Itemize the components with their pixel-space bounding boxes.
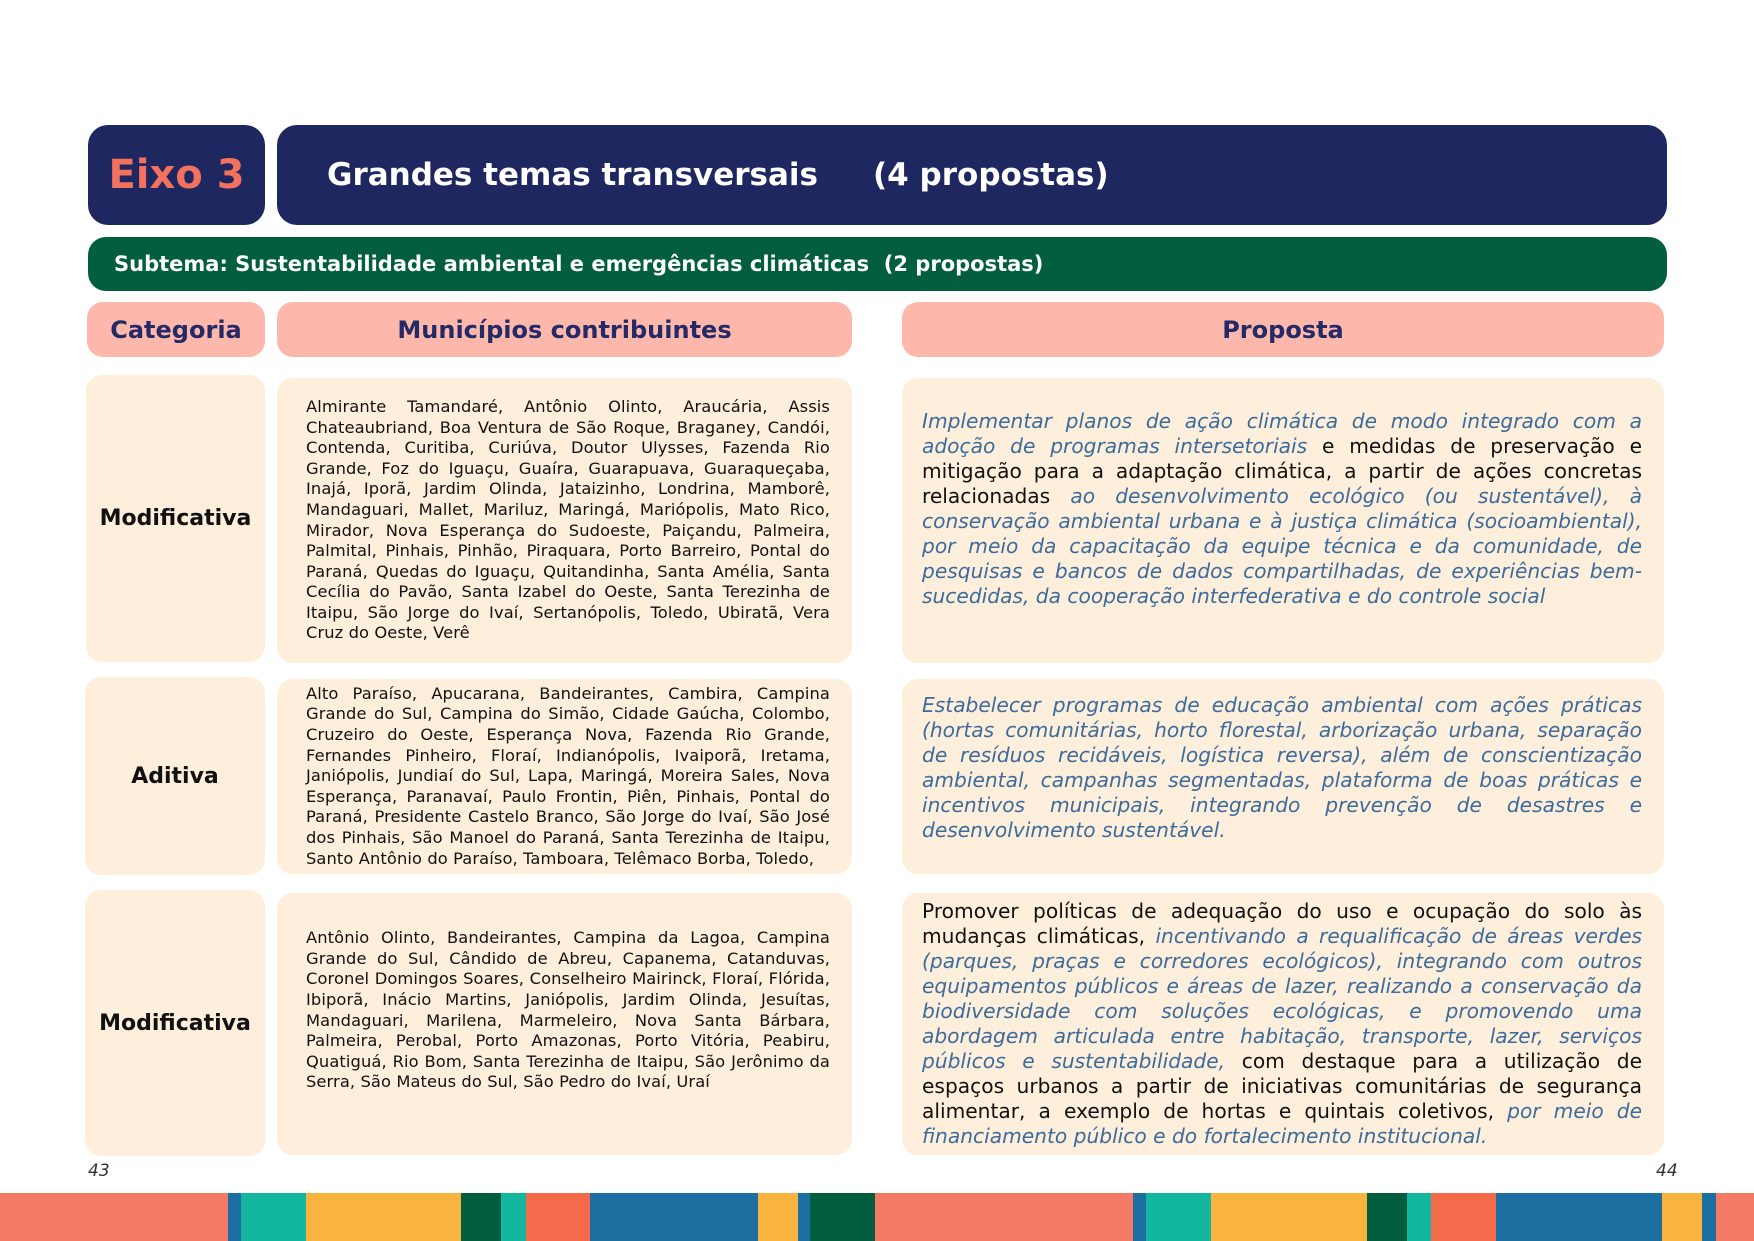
proposal-emphasis: incentivando a requalificação de áreas verdes (parques, praças e corredores ecológicos), integrando com outros equipamentos públicos e áreas de lazer, realizando a conservação da biodiversidade com soluções ecológicas, e promovendo uma abordagem articulada entre habitação, transporte, lazer, serviços públicos e sustentabilidade, xyxy=(922,924,1643,1073)
proposal-emphasis: Estabelecer programas de educação ambiental com ações práticas (hortas comunitárias, horto florestal, arborização urbana, separação de resíduos recidáveis, logística reversa), além de conscientização ambiental, campanhas segmentadas, plataforma de boas práticas e incentivos municipais, integrando prevenção de desastres e desenvolvimento sustentável. xyxy=(922,692,1642,842)
page-number-left: 43 xyxy=(88,1161,110,1181)
proposal-plain: Promover políticas de adequação do uso e ocupação do solo às mudanças climáticas, xyxy=(922,899,1642,948)
column-header-municipios: Municípios contribuintes xyxy=(277,302,852,357)
row-3-proposal xyxy=(902,893,1664,1155)
proposal-plain: com destaque para a utilização de espaços urbanos a partir de iniciativas comunitárias de segurança alimentar, a exemplo de hortas e quintais coletivos, xyxy=(922,1049,1642,1123)
proposal-emphasis: ao desenvolvimento ecológico (ou sustentável), à conservação ambiental urbana e à justiça climática (socioambiental), por meio da capacitação da equipe técnica e da comunidade, de pesquisas e bancos de dados compartilhadas, de experiências bem-sucedidas, da cooperação interfederativa e do controle social xyxy=(922,483,1642,608)
row-1-municipalities xyxy=(277,378,852,663)
title-banner xyxy=(277,125,1667,225)
row-3-municipalities-text: Antônio Olinto, Bandeirantes, Campina da Lagoa, Campina Grande do Sul, Cândido de Abreu, Capanema, Catanduvas, Coronel Domingos Soares, Conselheiro Mairinck, Floraí, Flórida, Ibiporã, Inácio Martins, Janiópolis, Jardim Olinda, Jesuítas, Mandaguari, Marilena, Marmeleiro, Nova Santa Bárbara, Palmeira, Perobal, Porto Amazonas, Porto Vitória, Peabiru, Quatiguá, Rio Bom, Santa Terezinha de Itaipu, São Jerônimo da Serra, São Mateus do Sul, São Pedro do Ivaí, Uraí xyxy=(306,928,830,1092)
row-3-municipalities xyxy=(277,893,852,1155)
row-2-municipalities-text: Alto Paraíso, Apucarana, Bandeirantes, Cambira, Campina Grande do Sul, Campina do Simão, Cidade Gaúcha, Colombo, Cruzeiro do Oeste, Esperança Nova, Fazenda Rio Grande, Fernandes Pinheiro, Floraí, Indianópolis, Ivaiporã, Iretama, Janiópolis, Jundiaí do Sul, Lapa, Maringá, Moreira Sales, Nova Esperança, Paranavaí, Paulo Frontin, Piên, Pinhais, Pontal do Paraná, Presidente Castelo Branco, São Jorge do Ivaí, São José dos Pinhais, São Manoel do Paraná, Santa Terezinha de Itaipu, Santo Antônio do Paraíso, Tamboara, Telêmaco Borba, Toledo, xyxy=(306,683,830,868)
row-1-proposal xyxy=(902,378,1664,663)
row-1-proposal-text xyxy=(922,409,1642,609)
page-title: Grandes temas transversais xyxy=(327,157,819,193)
proposal-plain: e medidas de preservação e mitigação para a adaptação climática, a partir de ações concretas relacionadas xyxy=(922,433,1642,508)
row-2-proposal xyxy=(902,679,1664,874)
proposal-emphasis: Implementar planos de ação climática de modo integrado com a adoção de programas intersetoriais xyxy=(922,408,1642,458)
proposal-emphasis: por meio de financiamento público e do fortalecimento institucional. xyxy=(922,1099,1642,1148)
row-2-category: Aditiva xyxy=(85,677,265,875)
row-1-municipalities-text: Almirante Tamandaré, Antônio Olinto, Araucária, Assis Chateaubriand, Boa Ventura de São Roque, Braganey, Candói, Contenda, Curitiba, Curiúva, Doutor Ulysses, Fazenda Rio Grande, Foz do Iguaçu, Guaíra, Guarapuava, Guaraqueçaba, Inajá, Iporã, Jardim Olinda, Jataizinho, Londrina, Mamborê, Mandaguari, Mallet, Mariluz, Maringá, Mariópolis, Mato Rico, Mirador, Nova Esperança do Sudoeste, Paiçandu, Palmeira, Palmital, Pinhais, Pinhão, Piraquara, Porto Barreiro, Pontal do Paraná, Quedas do Iguaçu, Quitandinha, Santa Amélia, Santa Cecília do Pavão, Santa Izabel do Oeste, Santa Terezinha de Itaipu, São Jorge do Ivaí, Sertanópolis, Toledo, Ubiratã, Vera Cruz do Oeste, Verê xyxy=(306,396,830,643)
column-header-categoria: Categoria xyxy=(87,302,265,357)
axis-badge xyxy=(88,125,265,225)
axis-label: Eixo 3 xyxy=(108,152,245,198)
row-2-proposal-text xyxy=(922,693,1642,843)
row-1-category: Modificativa xyxy=(86,375,265,662)
page-number-right: 44 xyxy=(1656,1161,1678,1181)
column-header-proposta: Proposta xyxy=(902,302,1664,357)
subtopic-banner xyxy=(88,237,1667,291)
row-3-category: Modificativa xyxy=(85,890,265,1156)
row-2-municipalities xyxy=(277,679,852,874)
subtopic-label: Subtema: Sustentabilidade ambiental e emergências climáticas (2 propostas) xyxy=(114,252,1044,276)
row-3-proposal-text xyxy=(922,899,1642,1149)
proposal-count: (4 propostas) xyxy=(873,157,1109,193)
